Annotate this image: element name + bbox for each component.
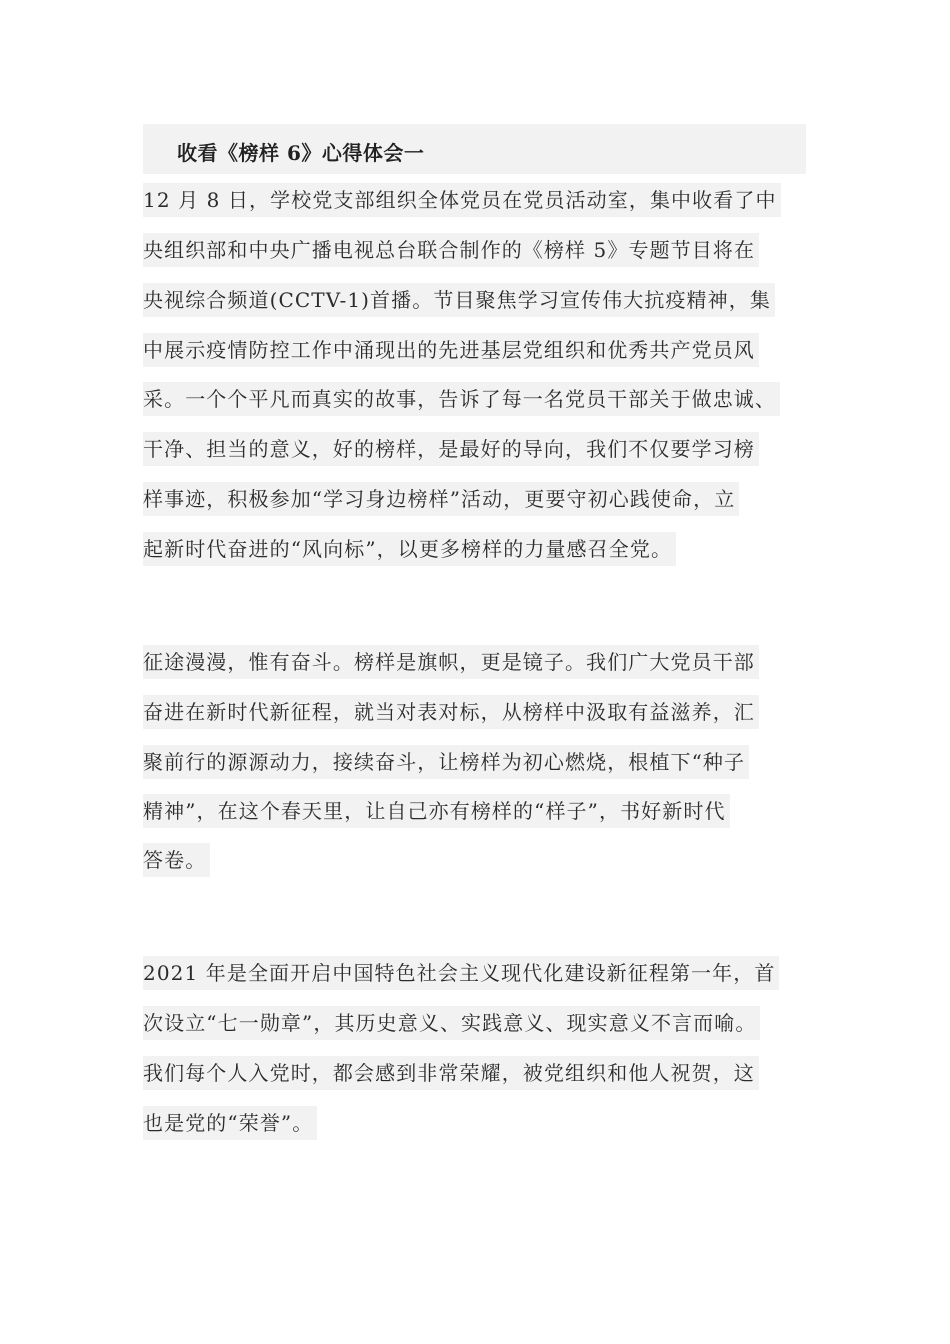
paragraph-2-line: 聚前行的源源动力，接续奋斗，让榜样为初心燃烧，根植下“种子 xyxy=(143,745,749,779)
paragraph-1-line: 采。一个个平凡而真实的故事，告诉了每一名党员干部关于做忠诚、 xyxy=(143,382,780,416)
paragraph-3-line: 也是党的“荣誉”。 xyxy=(143,1106,317,1140)
paragraph-2-line: 答卷。 xyxy=(143,843,210,877)
paragraph-3-line: 次设立“七一勋章”，其历史意义、实践意义、现实意义不言而喻。 xyxy=(143,1006,760,1040)
paragraph-3-line: 我们每个人入党时，都会感到非常荣耀，被党组织和他人祝贺，这 xyxy=(143,1056,759,1090)
paragraph-2-line: 精神”，在这个春天里，让自己亦有榜样的“样子”，书好新时代 xyxy=(143,794,730,828)
paragraph-1-line: 中展示疫情防控工作中涌现出的先进基层党组织和优秀共产党员风 xyxy=(143,333,759,367)
paragraph-3-line: 2021 年是全面开启中国特色社会主义现代化建设新征程第一年，首 xyxy=(143,956,779,990)
paragraph-1-line: 央组织部和中央广播电视总台联合制作的《榜样 5》专题节目将在 xyxy=(143,233,759,267)
paragraph-2-line: 征途漫漫，惟有奋斗。榜样是旗帜，更是镜子。我们广大党员干部 xyxy=(143,645,759,679)
document-title: 收看《榜样 6》心得体会一 xyxy=(177,141,425,165)
paragraph-1-line: 起新时代奋进的“风向标”，以更多榜样的力量感召全党。 xyxy=(143,532,676,566)
paragraph-1-line: 12 月 8 日，学校党支部组织全体党员在党员活动室，集中收看了中 xyxy=(143,183,781,217)
title-block xyxy=(143,124,806,174)
paragraph-2-line: 奋进在新时代新征程，就当对表对标，从榜样中汲取有益滋养，汇 xyxy=(143,695,759,729)
paragraph-1-line: 央视综合频道(CCTV-1)首播。节目聚焦学习宣传伟大抗疫精神，集 xyxy=(143,283,775,317)
paragraph-1-line: 样事迹，积极参加“学习身边榜样”活动，更要守初心践使命，立 xyxy=(143,482,739,516)
paragraph-1-line: 干净、担当的意义，好的榜样，是最好的导向，我们不仅要学习榜 xyxy=(143,432,759,466)
